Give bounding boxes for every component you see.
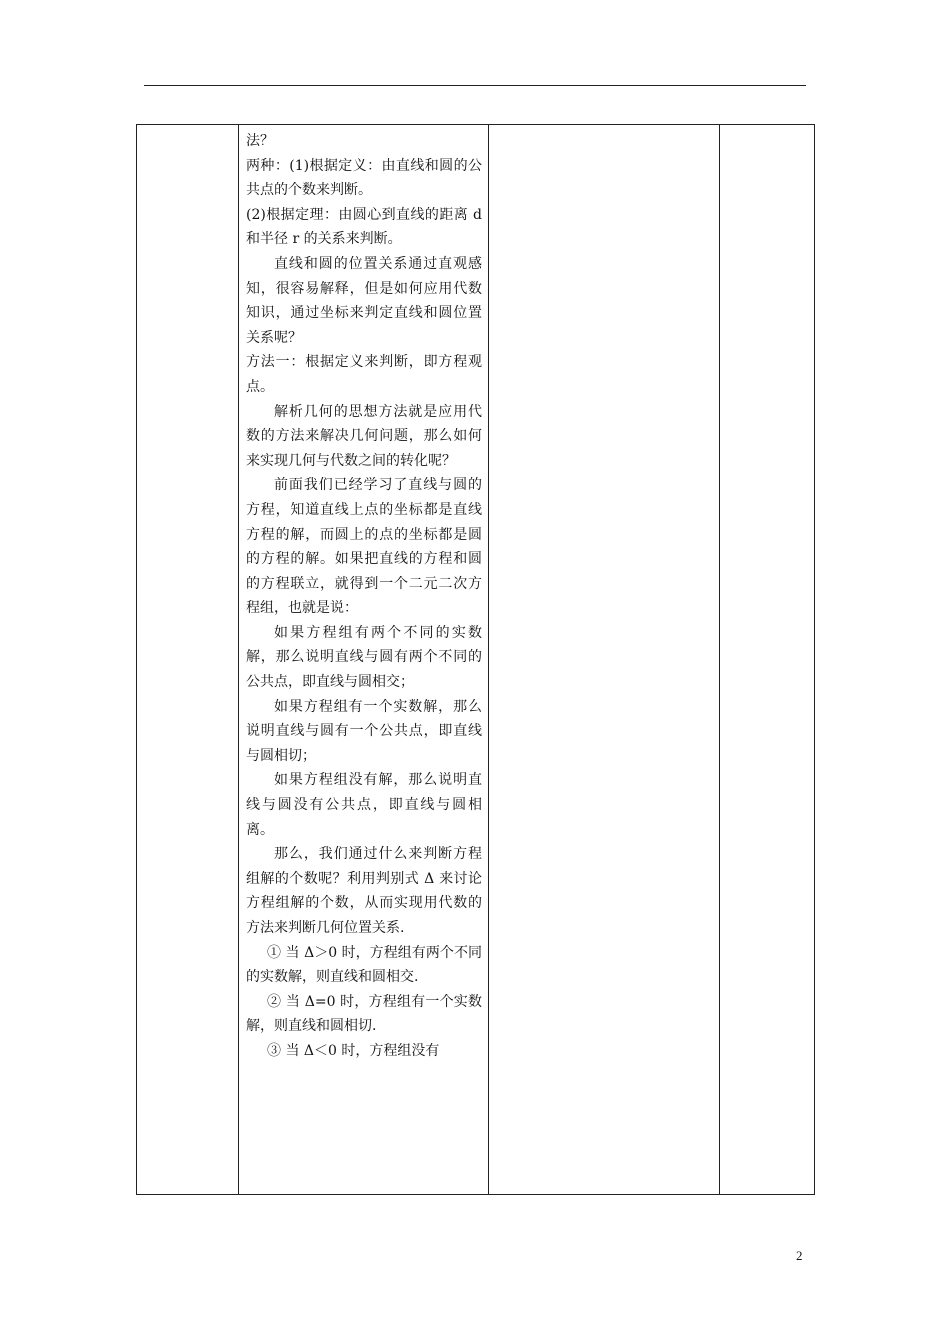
paragraph-method-one: 方法一：根据定义来判断，即方程观点。 [246,354,482,395]
paragraph-two-methods: 两种：(1)根据定义：由直线和圆的公共点的个数来判断。 [246,157,482,199]
column-divider [238,125,239,1194]
paragraph-equation-system: 前面我们已经学习了直线与圆的方程，知道直线上点的坐标都是直线方程的解，而圆上的点的坐标都是圆的方程的解。如果把直线的方程和圆的方程联立，就得到一个二元二次方程组，也就是说： [246,477,482,617]
column-divider [488,125,489,1194]
paragraph-case-negative: ③ 当 Δ＜0 时，方程组没有 [267,1042,440,1059]
teaching-content-cell [246,129,482,1191]
paragraph-discriminant: 那么，我们通过什么来判断方程组解的个数呢？利用判别式 Δ 来讨论方程组解的个数，从而实现用代数的方法来判断几何位置关系. [246,846,482,936]
paragraph-question-end: 法？ [246,133,274,149]
paragraph-case-zero: ② 当 Δ=0 时，方程组有一个实数解，则直线和圆相切. [246,993,482,1035]
paragraph-tangent: 如果方程组有一个实数解，那么说明直线与圆有一个公共点，即直线与圆相切； [246,698,482,764]
paragraph-separate: 如果方程组没有解，那么说明直线与圆没有公共点，即直线与圆相离。 [246,772,482,838]
header-rule [144,85,806,86]
page-number: 2 [796,1248,803,1263]
paragraph-intersect: 如果方程组有两个不同的实数解，那么说明直线与圆有两个不同的公共点，即直线与圆相交； [246,624,482,691]
lesson-table [136,124,815,1195]
paragraph-intuition: 直线和圆的位置关系通过直观感知，很容易解释，但是如何应用代数知识，通过坐标来判定直线和圆位置关系呢？ [246,255,482,346]
paragraph-analytic-geometry: 解析几何的思想方法就是应用代数的方法来解决几何问题，那么如何来实现几何与代数之间的转化呢？ [246,403,482,469]
paragraph-theorem-method: (2)根据定理：由圆心到直线的距离 d 和半径 r 的关系来判断。 [246,206,482,248]
column-divider [719,125,720,1194]
paragraph-case-positive: ① 当 Δ＞0 时，方程组有两个不同的实数解，则直线和圆相交. [246,944,482,986]
